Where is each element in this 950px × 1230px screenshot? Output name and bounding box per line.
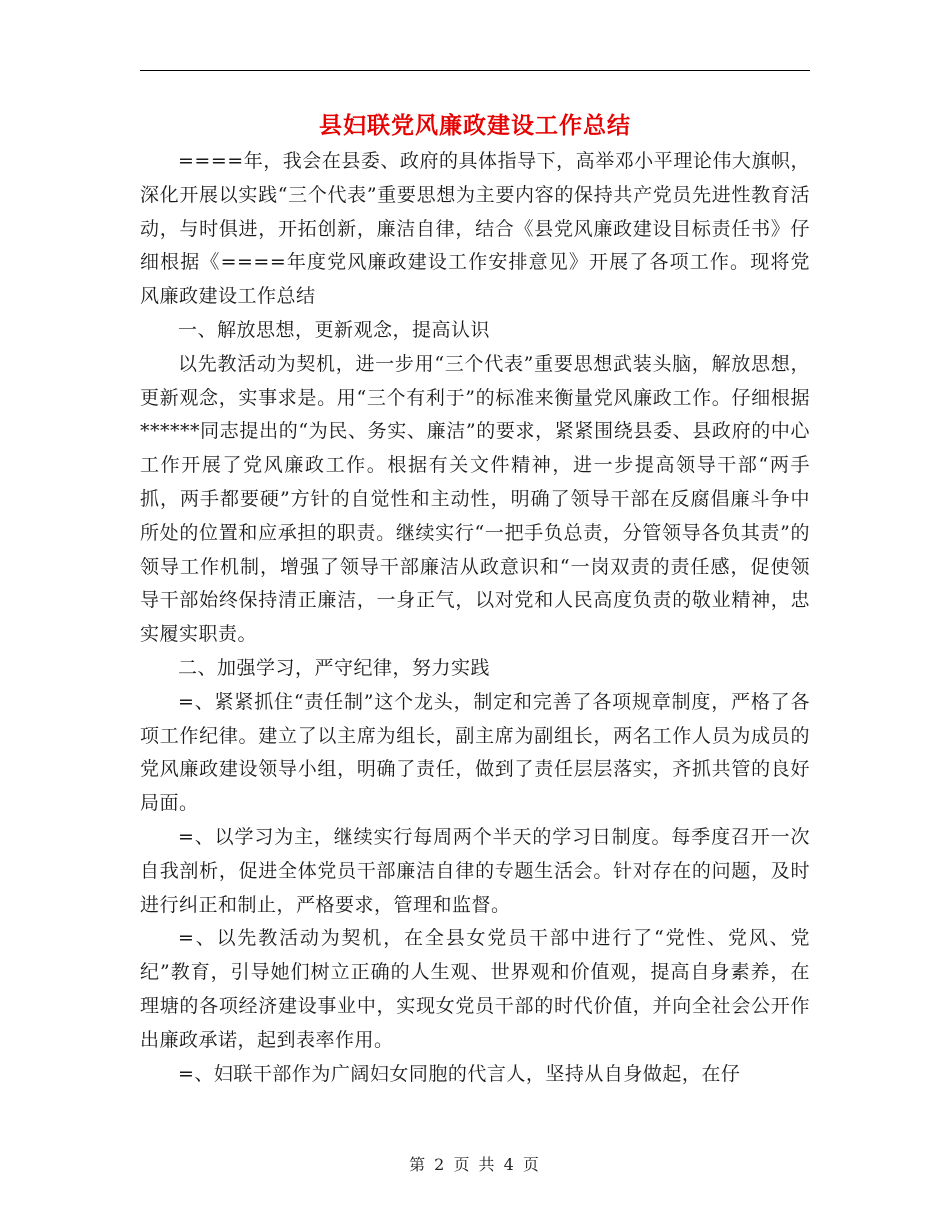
document-body <box>140 145 810 1091</box>
section-heading-1: 一、解放思想，更新观念，提高认识 <box>178 318 491 341</box>
section-2-item-2: =、以学习为主，继续实行每周两个半天的学习日制度。每季度召开一次自我剖析，促进全体党员干部廉洁自律的专题生活会。针对存在的问题，及时进行纠正和制止，严格要求，管理和监督。 <box>140 825 810 916</box>
section-2-item-1: =、紧紧抓住“责任制”这个龙头，制定和完善了各项规章制度，严格了各项工作纪律。建立了以主席为组长，副主席为副组长，两名工作人员为成员的党风廉政建设领导小组，明确了责任，做到了责任层层落实，齐抓共管的良好局面。 <box>140 690 810 815</box>
section-2-item-3: =、以先教活动为契机，在全县女党员干部中进行了“党性、党风、党纪”教育，引导她们树立正确的人生观、世界观和价值观，提高自身素养，在理塘的各项经济建设事业中，实现女党员干部的时代价值，并向全社会公开作出廉政承诺，起到表率作用。 <box>140 927 810 1051</box>
section-2-item-4: =、妇联干部作为广阔妇女同胞的代言人，坚持从自身做起，在仔 <box>178 1062 741 1085</box>
document-title: 县妇联党风廉政建设工作总结 <box>319 112 631 139</box>
section-1-paragraph: 以先教活动为契机，进一步用“三个代表”重要思想武装头脑，解放思想，更新观念，实事求是。用“三个有利于”的标准来衡量党风廉政工作。仔细根据******同志提出的“为民、务实、廉洁”的要求，紧紧围绕县委、县政府的中心工作开展了党风廉政工作。根据有关文件精神，进一步提高领导干部“两手抓，两手都要硬”方针的自觉性和主动性，明确了领导干部在反腐倡廉斗争中所处的位置和应承担的职责。继续实行“一把手负总责，分管领导各负其责”的领导工作机制，增强了领导干部廉洁从政意识和“一岗双责的责任感，促使领导干部始终保持清正廉洁，一身正气，以对党和人民高度负责的敬业精神，忠实履实职责。 <box>140 352 810 646</box>
header-rule <box>140 70 810 71</box>
intro-paragraph: ====年，我会在县委、政府的具体指导下，高举邓小平理论伟大旗帜，深化开展以实践“三个代表”重要思想为主要内容的保持共产党员先进性教育活动，与时俱进，开拓创新，廉洁自律，结合《县党风廉政建设目标责任书》仔细根据《====年度党风廉政建设工作安排意见》开展了各项工作。现将党风廉政建设工作总结 <box>140 150 810 308</box>
section-heading-2: 二、加强学习，严守纪律，努力实践 <box>178 656 491 679</box>
page-number: 第 2 页 共 4 页 <box>409 1155 541 1174</box>
